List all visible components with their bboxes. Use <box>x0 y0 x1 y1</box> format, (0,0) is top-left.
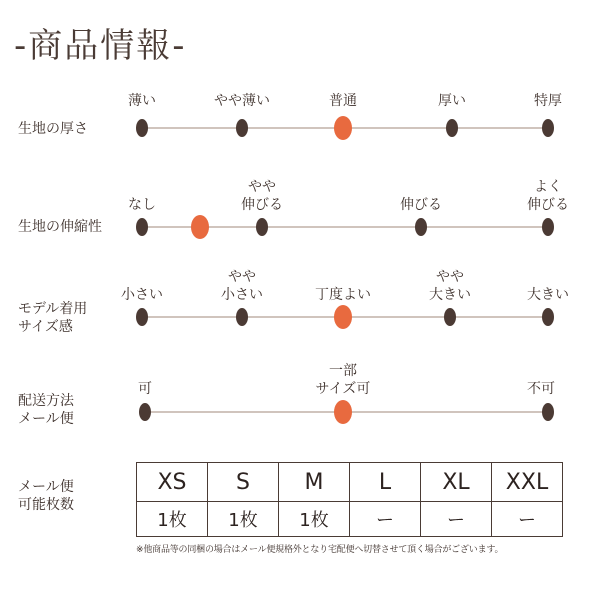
stretch-scale <box>0 176 600 256</box>
selected-dot <box>334 116 352 140</box>
quantity-row <box>137 502 563 537</box>
option-label: 丁度よい <box>315 287 371 303</box>
mail-quantity-table <box>136 462 563 537</box>
option-label: 一部 サイズ可 <box>315 363 371 397</box>
size-cell: XL <box>421 463 492 502</box>
option-label: やや 大きい <box>429 269 471 303</box>
footnote: ※他商品等の同梱の場合はメール便規格外となり宅配便へ切替させて頂く場合がございます。 <box>136 545 504 555</box>
option-label: 小さい <box>121 287 163 303</box>
scale-dot <box>542 218 554 236</box>
size-cell: M <box>279 463 350 502</box>
option-label: 普通 <box>329 93 357 109</box>
row-label-mail-delivery: 配送方法 メール便 <box>18 393 74 427</box>
option-label: やや 伸びる <box>241 179 283 213</box>
scale-dot <box>542 308 554 326</box>
size-header-row <box>137 463 563 502</box>
row-label-mail-quantity: メール便 可能枚数 <box>18 479 74 513</box>
option-label: 不可 <box>527 381 555 397</box>
quantity-cell: ー <box>421 502 492 537</box>
section-title: -商品情報- <box>14 26 187 66</box>
option-label: 大きい <box>527 287 569 303</box>
scale-dot <box>136 308 148 326</box>
quantity-cell: ー <box>350 502 421 537</box>
scale-dot <box>256 218 268 236</box>
scale-dot <box>236 119 248 137</box>
thickness-scale <box>0 88 600 168</box>
row-label-stretch: 生地の伸縮性 <box>18 219 102 235</box>
quantity-cell: ー <box>492 502 563 537</box>
scale-dot <box>136 119 148 137</box>
option-label: 伸びる <box>400 197 442 213</box>
row-label-fit: モデル着用 サイズ感 <box>18 301 88 335</box>
option-label: 薄い <box>128 93 156 109</box>
option-label: なし <box>128 197 156 213</box>
option-label: 厚い <box>438 93 466 109</box>
scale-dot <box>236 308 248 326</box>
scale-dot <box>415 218 427 236</box>
quantity-cell: 1枚 <box>208 502 279 537</box>
scale-dot <box>139 403 151 421</box>
scale-dot <box>136 218 148 236</box>
selected-dot <box>191 215 209 239</box>
size-cell: L <box>350 463 421 502</box>
quantity-cell: 1枚 <box>137 502 208 537</box>
mail-delivery-scale <box>0 360 600 440</box>
scale-dot <box>444 308 456 326</box>
scale-dot <box>542 403 554 421</box>
scale-dot <box>542 119 554 137</box>
option-label: 特厚 <box>534 93 562 109</box>
selected-dot <box>334 400 352 424</box>
quantity-cell: 1枚 <box>279 502 350 537</box>
option-label: よく 伸びる <box>527 179 569 213</box>
option-label: 可 <box>138 381 152 397</box>
scale-dot <box>446 119 458 137</box>
selected-dot <box>334 305 352 329</box>
row-label-thickness: 生地の厚さ <box>18 121 88 137</box>
option-label: やや薄い <box>214 93 270 109</box>
size-cell: XXL <box>492 463 563 502</box>
size-cell: XS <box>137 463 208 502</box>
size-cell: S <box>208 463 279 502</box>
fit-scale <box>0 266 600 346</box>
option-label: やや 小さい <box>221 269 263 303</box>
